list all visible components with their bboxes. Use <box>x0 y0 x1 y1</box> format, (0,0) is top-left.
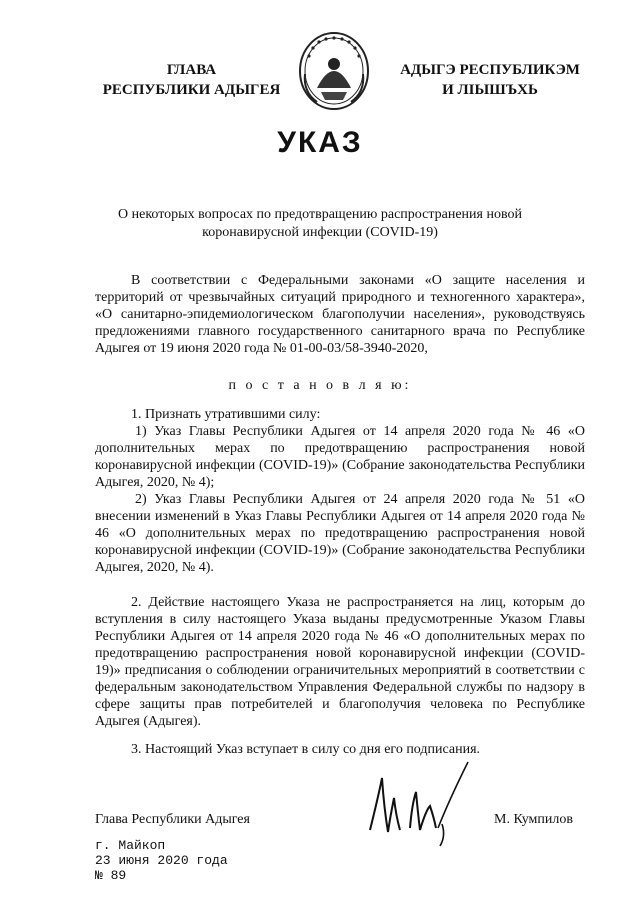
signatory-position: Глава Республики Адыгея <box>95 812 250 827</box>
item-1-heading: 1. Признать утратившими силу: <box>131 407 321 422</box>
handwritten-signature-icon <box>360 758 480 848</box>
header-right <box>380 60 600 100</box>
place-date-block <box>95 838 228 883</box>
header-left-line2: РЕСПУБЛИКИ АДЫГЕЯ <box>102 82 281 98</box>
item-1-sub-2: 2) Указ Главы Республики Адыгея от 24 апреля 2020 года № 51 «О внесении изменений в Указ Главы Республики Адыгея от 14 апреля 2020 года № 46 «О дополнительных мерах по предотвращению распространения новой коронавирусной инфекции (COVID-19)» (Собрание законодательства Республики Адыгея, 2020, № 4). <box>95 492 585 575</box>
item-3 <box>95 741 585 758</box>
header-right-line2: И ЛІЫШЪХЬ <box>442 82 538 98</box>
item-3-text: 3. Настоящий Указ вступает в силу со дня его подписания. <box>131 742 481 757</box>
document-title: УКАЗ <box>277 126 363 159</box>
header-right-line1: АДЫГЭ РЕСПУБЛИКЭМ <box>400 62 580 78</box>
item-2-text: 2. Действие настоящего Указа не распространяется на лиц, которым до вступления в силу настоящего Указа выданы предусмотренные Указом Главы Республики Адыгея от 14 апреля 2020 года № 46 «О дополнительных мерах по предотвращению распространения новой коронавирусной инфекции (COVID-19)» предписания о соблюдении ограничительных мероприятий в соответствии с федеральным законодательством Управления Федеральной службы по надзору в сфере защиты прав потребителей и благополучия человека по Республике Адыгея (Адыгея). <box>95 595 585 729</box>
coat-of-arms-icon <box>297 30 371 112</box>
place-date: 23 июня 2020 года <box>95 853 228 868</box>
preamble-text: В соответствии с Федеральными законами «О защите населения и территорий от чрезвычайных ситуаций природного и техногенного характера», «О санитарно-эпидемиологическом благополучии населения», руководствуясь предложениями главного государственного санитарного врача по Республике Адыгея от 19 июня 2020 года № 01-00-03/58-3940-2020, <box>95 273 585 356</box>
signatory-name: М. Кумпилов <box>494 812 573 827</box>
preamble <box>95 272 585 357</box>
resolves-line: п о с т а н о в л я ю: <box>228 378 412 393</box>
item-2 <box>95 594 585 730</box>
place-city: г. Майкоп <box>95 838 166 853</box>
header-left-line1: ГЛАВА <box>166 62 217 78</box>
document-number: № 89 <box>95 868 127 883</box>
item-1-sub-1: 1) Указ Главы Республики Адыгея от 14 апреля 2020 года № 46 «О дополнительных мерах по предотвращению распространения новой коронавирусной инфекции (COVID-19)» (Собрание законодательства Республики Адыгея, 2020, № 4); <box>95 424 585 490</box>
document-subject: О некоторых вопросах по предотвращению распространения новой коронавирусной инфекции (COVID-19) <box>118 207 522 240</box>
header-left <box>84 60 299 100</box>
item-1 <box>95 406 585 576</box>
